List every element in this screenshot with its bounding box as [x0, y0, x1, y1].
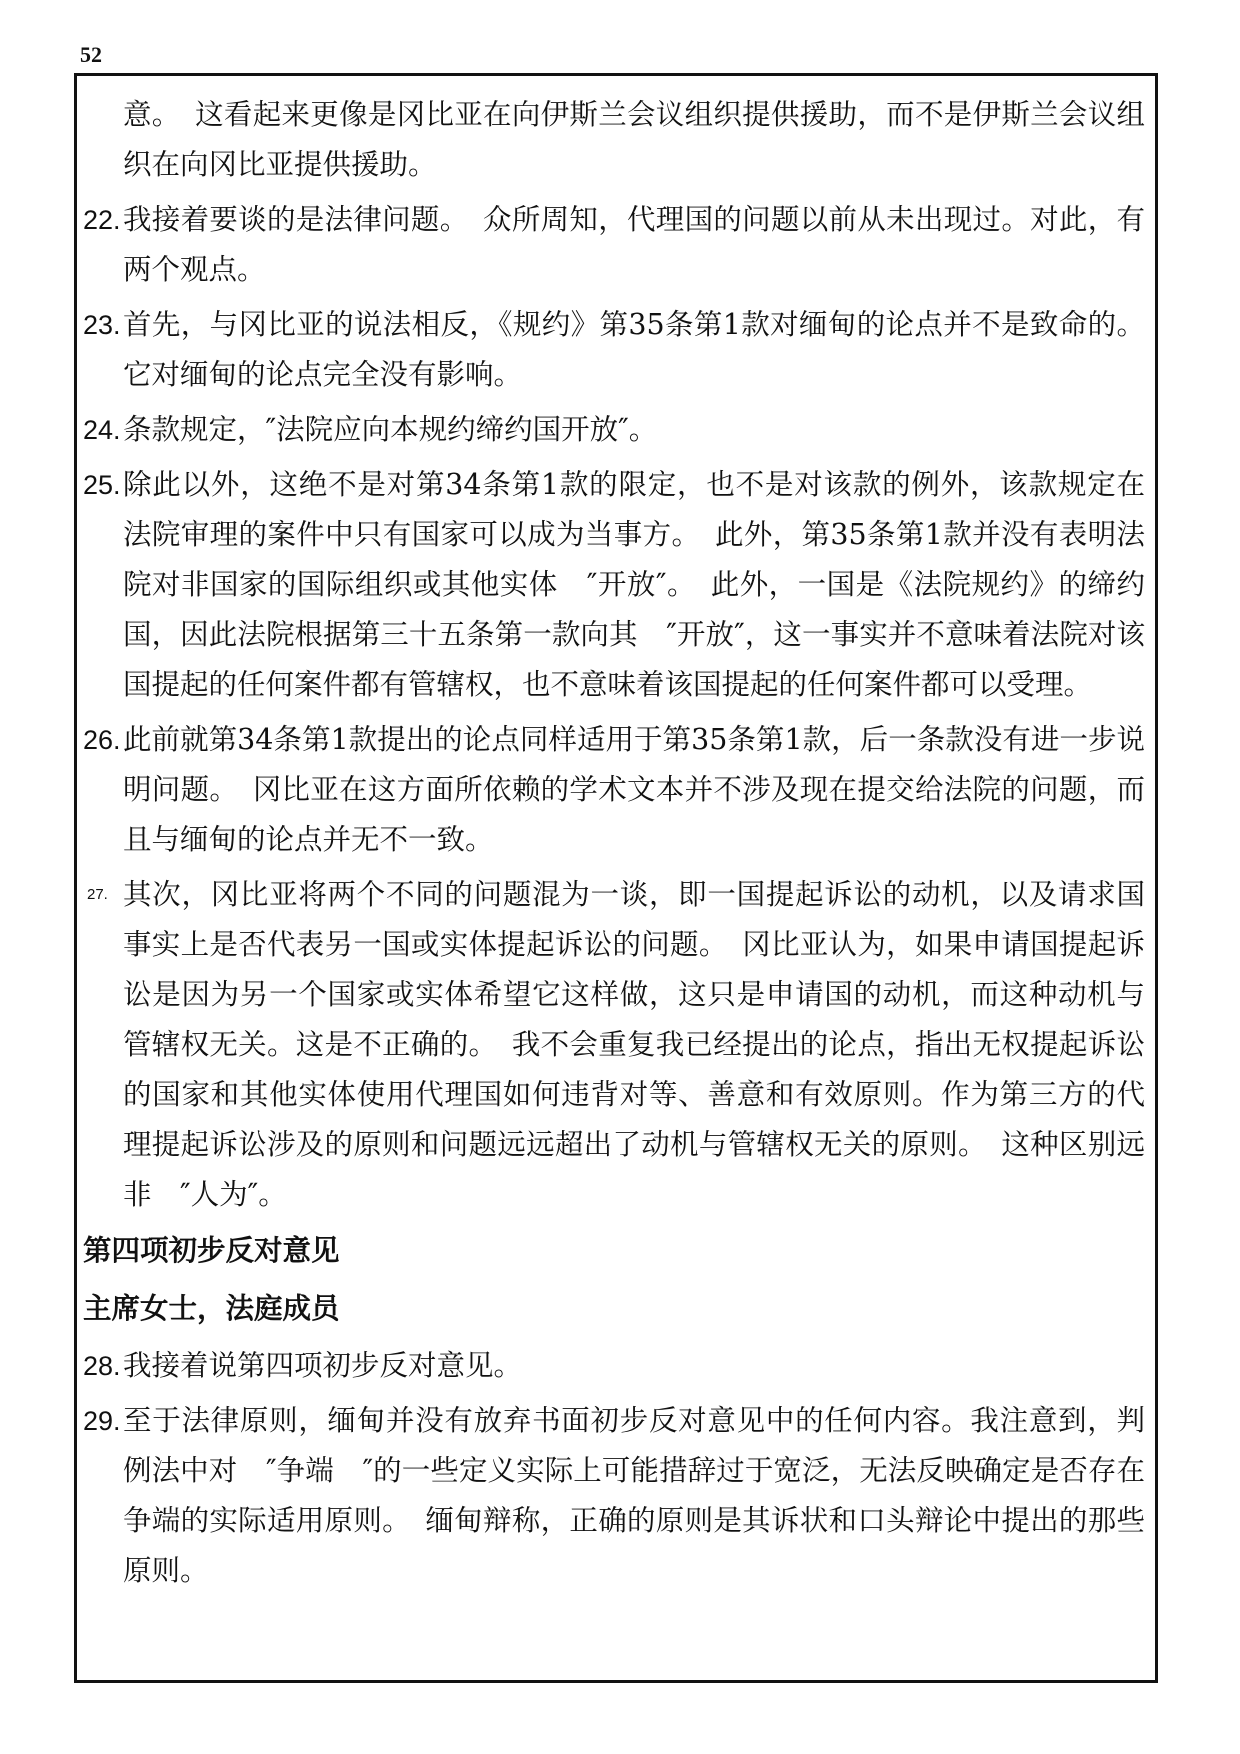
paragraph-text: 其次，冈比亚将两个不同的问题混为一谈，即一国提起诉讼的动机，以及请求国事实上是否代表另一国或实体提起诉讼的问题。 冈比亚认为，如果申请国提起诉讼是因为另一个国家或实体希望它这样做，这只是申请国的动机，而这种动机与管辖权无关。这是不正确的。 我不会重复我已经提出的论点，指出无权提起诉讼的国家和其他实体使用代理国如何违背对等、善意和有效原则。作为第三方的代理提起诉讼涉及的原则和问题远远超出了动机与管辖权无关的原则。 这种区别远非 ″人为″。	[123, 878, 1145, 1211]
paragraph-27	[87, 870, 1145, 1220]
paragraph-24	[83, 405, 1145, 455]
paragraph-number: 26.	[83, 725, 121, 755]
paragraph-text: 我接着说第四项初步反对意见。	[123, 1349, 523, 1382]
paragraph-text: 此前就第34条第1款提出的论点同样适用于第35条第1款，后一条款没有进一步说明问题。 冈比亚在这方面所依赖的学术文本并不涉及现在提交给法院的问题，而且与缅甸的论点并无不一致。	[123, 723, 1145, 856]
paragraph-26	[83, 715, 1145, 865]
paragraph-text: 条款规定，″法院应向本规约缔约国开放″。	[123, 413, 658, 446]
address-heading: 主席女士，法庭成员	[83, 1291, 340, 1325]
paragraph-28	[83, 1341, 1145, 1391]
paragraph-text: 首先，与冈比亚的说法相反，《规约》第35条第1款对缅甸的论点并不是致命的。它对缅甸的论点完全没有影响。	[123, 308, 1145, 391]
paragraph-number: 24.	[83, 415, 121, 445]
paragraph-text: 我接着要谈的是法律问题。 众所周知，代理国的问题以前从未出现过。对此，有两个观点。	[123, 203, 1145, 286]
paragraph-continued	[87, 90, 1145, 190]
section-heading: 第四项初步反对意见	[83, 1233, 340, 1267]
paragraph-23	[83, 300, 1145, 400]
paragraph-number: 22.	[83, 205, 121, 235]
page-number: 52	[80, 42, 102, 67]
paragraph-number: 27.	[87, 886, 108, 903]
paragraph-number: 28.	[83, 1351, 121, 1381]
paragraph-text: 除此以外，这绝不是对第34条第1款的限定，也不是对该款的例外，该款规定在法院审理的案件中只有国家可以成为当事方。 此外，第35条第1款并没有表明法院对非国家的国际组织或其他实体 ″开放″。 此外，一国是《法院规约》的缔约国，因此法院根据第三十五条第一款向其 ″开放″，这一事实并不意味着法院对该国提起的任何案件都有管辖权，也不意味着该国提起的任何案件都可以受理。	[123, 468, 1145, 701]
paragraph-22	[83, 195, 1145, 295]
paragraph-29	[83, 1396, 1145, 1596]
paragraph-25	[83, 460, 1145, 710]
text-frame	[74, 73, 1158, 1683]
paragraph-number: 29.	[83, 1406, 121, 1436]
paragraph-text: 至于法律原则，缅甸并没有放弃书面初步反对意见中的任何内容。我注意到，判例法中对 ″争端 ″的一些定义实际上可能措辞过于宽泛，无法反映确定是否存在争端的实际适用原则。 缅甸辩称，正确的原则是其诉状和口头辩论中提出的那些原则。	[123, 1404, 1145, 1587]
paragraph-text: 意。 这看起来更像是冈比亚在向伊斯兰会议组织提供援助，而不是伊斯兰会议组织在向冈比亚提供援助。	[123, 98, 1145, 181]
paragraph-number: 25.	[83, 470, 121, 500]
paragraph-number: 23.	[83, 310, 121, 340]
